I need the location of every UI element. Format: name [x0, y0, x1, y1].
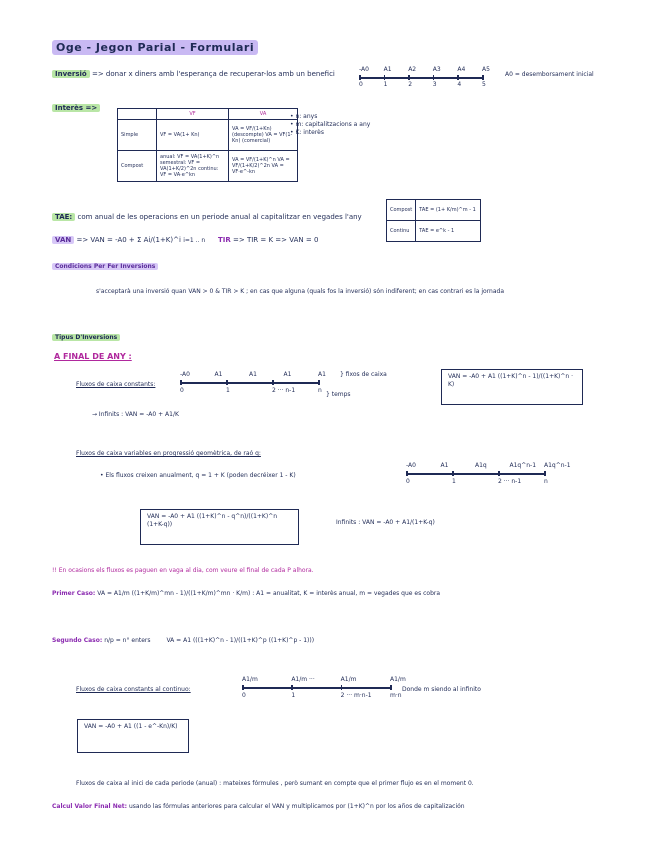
interes-notes [290, 113, 370, 137]
final-heading: A FINAL DE ANY : [54, 352, 132, 361]
tir-formula: => TIR = K => VAN = 0 [233, 236, 319, 244]
inversio-text: => donar x diners amb l'esperança de recuperar-los amb un benefici [91, 70, 335, 78]
tae-box-continu-formula: TAE = e^k - 1 [416, 221, 481, 242]
tae-box-continu-name: Continu [387, 221, 416, 242]
segon-formula: VA = A1 (((1+K)^n - 1)/((1+K)^p ((1+K)^p - 1))) [166, 637, 315, 644]
inversio-label: Inversió [52, 70, 90, 78]
interes-row-simple-vf: VF = VA(1+ Kn) [157, 120, 229, 151]
timeline-tick [272, 380, 274, 385]
tae-box-compost-name: Compost [387, 200, 416, 221]
final-temps: } temps [326, 391, 351, 398]
timeline-period-label: 2 ··· m·n-1 [340, 692, 372, 699]
variables-timeline [402, 461, 571, 493]
timeline-tick [408, 75, 410, 80]
segon-row [52, 637, 314, 645]
timeline-period-label: 0 [359, 81, 363, 88]
final-timeline [176, 370, 326, 402]
timeline-flow-label: -A0 [180, 371, 190, 378]
timeline-flow-label: A1/m [340, 676, 357, 683]
continu-van-box: VAN = -A0 + A1 ((1 - e^-Kn)/K) [77, 719, 189, 753]
van-formula: => VAN = -A0 + Σ Ai/(1+K)^i [76, 236, 181, 244]
timeline-flow-label: A3 [432, 66, 441, 73]
inversio-timeline [355, 66, 490, 88]
timeline-tick [406, 471, 408, 476]
timeline-flow-label: A1 [318, 371, 326, 378]
interes-table-header-vf: VF [157, 109, 229, 120]
timeline-flow-label: A1q [475, 462, 487, 469]
timeline-period-label: 0 [406, 478, 410, 485]
interes-table-header-empty [118, 109, 157, 120]
tae-label: TAE: [52, 213, 75, 221]
variables-infinits: Infinits : VAN = -A0 + A1/(1+K-q) [336, 519, 435, 526]
primer-label: Primer Caso: [52, 590, 96, 597]
final-van-box: VAN = -A0 + A1 ((1+K)^n - 1)/((1+K)^n · K) [441, 369, 583, 405]
timeline-period-label: 4 [457, 81, 462, 88]
interes-row-compost-name: Compost [118, 151, 157, 182]
timeline-tick [390, 685, 392, 690]
interes-table-header-va: VA [229, 109, 298, 120]
inversio-row [52, 70, 335, 79]
tae-row [52, 213, 362, 222]
timeline-flow-label: A5 [482, 66, 490, 73]
timeline-period-label: m·n [390, 692, 402, 699]
timeline-tick [318, 380, 320, 385]
timeline-tick [452, 471, 454, 476]
calcul-label: Calcul Valor Final Net: [52, 803, 128, 810]
timeline-tick [341, 685, 343, 690]
continu-heading: Fluxos de caixa constants al continuo: [76, 686, 191, 693]
calcul-row [52, 803, 642, 811]
timeline-period-label: 2 [408, 81, 413, 88]
timeline-tick [482, 75, 484, 80]
timeline-tick [433, 75, 435, 80]
page-title: Oge - Jegon Parial - Formulari [52, 40, 258, 55]
tae-text: com anual de les operacions en un periode anual al capitalitzar en vegades l'any [77, 213, 362, 221]
timeline-period-label: 1 [226, 387, 230, 394]
continu-note: Donde m siendo al infinito [402, 686, 481, 693]
timeline-period-label: n [318, 387, 322, 394]
timeline-flow-label: A1/m [242, 676, 258, 683]
variables-van-box: VAN = -A0 + A1 ((1+K)^n - q^n)/((1+K)^n (1+K-q)) [140, 509, 299, 545]
timeline-tick [384, 75, 386, 80]
timeline-flow-label: A1 [214, 371, 223, 378]
timeline-period-label: 0 [180, 387, 184, 394]
timeline-period-label: 0 [242, 692, 246, 699]
calcul-text: usando las fórmulas anteriores para calcular el VAN y multiplicamos por (1+K)^n por los años de capitalización [128, 803, 465, 810]
interes-note-n: • n: anys [290, 113, 318, 120]
interes-row-simple-name: Simple [118, 120, 157, 151]
interes-note-k: • K: interès [290, 129, 324, 136]
segon-eq: n/p = n° enters [104, 637, 151, 644]
interes-row-compost-vf: anual: VF = VA(1+K)^n semestral: VF = VA(1+K/2)^2n continu: VF = VA·e^kn [157, 151, 229, 182]
timeline-tick [242, 685, 244, 690]
tir-row [218, 236, 318, 245]
van-sum-range: i=1 .. n [183, 237, 206, 244]
interes-table [117, 108, 298, 182]
interes-row-compost-va: VA = VF/(1+K)^n VA = VF/(1+K/2)^2n VA = VF·e^-kn [229, 151, 298, 182]
timeline-flow-label: A1q^n-1 [544, 462, 571, 469]
tir-label: TIR [218, 236, 231, 244]
timeline-period-label: 5 [482, 81, 486, 88]
interes-label: Interès => [52, 104, 100, 112]
condicions-label: Condicions Per Fer Inversions [52, 263, 158, 270]
timeline-tick [457, 75, 459, 80]
tae-box-compost-formula: TAE = (1+ K/m)^m - 1 [416, 200, 481, 221]
timeline-tick [226, 380, 228, 385]
timeline-period-label: n [544, 478, 548, 485]
timeline-flow-label: A1/m ··· [291, 676, 315, 683]
timeline-flow-label: A1q^n-1 [509, 462, 537, 469]
tae-box [386, 199, 481, 242]
timeline-period-label: 3 [432, 81, 437, 88]
timeline-flow-label: A4 [457, 66, 466, 73]
timeline-flow-label: A1 [249, 371, 257, 378]
timeline-tick [291, 685, 293, 690]
interes-note-m: • m: capitalitzacions a any [290, 121, 371, 128]
timeline-period-label: 2 ··· n-1 [498, 478, 522, 485]
timeline-tick [359, 75, 361, 80]
timeline-flow-label: -A0 [359, 66, 369, 73]
primer-row [52, 590, 440, 598]
primer-formula: VA = A1/m ((1+K/m)^mn - 1)/((1+K/m)^mn · K/m) [97, 590, 251, 597]
timeline-flow-label: A1 [283, 371, 292, 378]
continu-timeline [238, 675, 406, 707]
timeline-tick [498, 471, 500, 476]
segon-label: Segundo Caso: [52, 637, 103, 644]
condicions-text: s'acceptarà una inversió quan VAN > 0 & TIR > K ; en cas que alguna (quals fos la inversió) són indiferent; en cas contrari es la jornada [96, 288, 505, 295]
final-infinits: → Infinits : VAN = -A0 + A1/K [92, 411, 179, 418]
tipus-label: Tipus D'Inversions [52, 334, 120, 341]
variables-heading: Fluxos de caixa variables en progressió geomètrica, de raó q: [76, 450, 261, 457]
variables-bullet: • Els fluxos creixen anualment, q = 1 + K (poden decréixer 1 - K) [100, 472, 296, 479]
timeline-flow-label: A1 [383, 66, 392, 73]
interes-row-simple-va: VA = VF/(1+Kn) (descompte) VA = VF(1-Kn) (comercial) [229, 120, 298, 151]
van-label: VAN [52, 236, 74, 244]
timeline-flow-label: A1 [440, 462, 449, 469]
timeline-tick [544, 471, 546, 476]
inici-text: Fluxos de caixa al inici de cada periode (anual) : mateixes fórmules , però sumant en compte que el primer flujo es en el moment 0. [76, 780, 474, 787]
timeline-tick [180, 380, 182, 385]
timeline-period-label: 2 ··· n-1 [272, 387, 296, 394]
timeline-flow-label: A1/m [390, 676, 406, 683]
timeline-period-label: 1 [291, 692, 296, 699]
inversio-note: A0 = desemborsament inicial [505, 71, 594, 78]
ocasions-text: !! En ocasions els fluxos es paguen en vaga al dia, com veure el final de cada P alhora. [52, 567, 314, 574]
timeline-period-label: 1 [452, 478, 456, 485]
primer-note: : A1 = anualitat, K = interès anual, m = vegades que es cobra [252, 590, 441, 597]
van-row [52, 236, 205, 245]
final-fluxos-constants: Fluxos de caixa constants: [76, 381, 156, 388]
timeline-period-label: 1 [383, 81, 388, 88]
timeline-flow-label: A2 [408, 66, 417, 73]
final-fixos: } fixos de caixa [340, 371, 387, 378]
timeline-flow-label: -A0 [406, 462, 416, 469]
